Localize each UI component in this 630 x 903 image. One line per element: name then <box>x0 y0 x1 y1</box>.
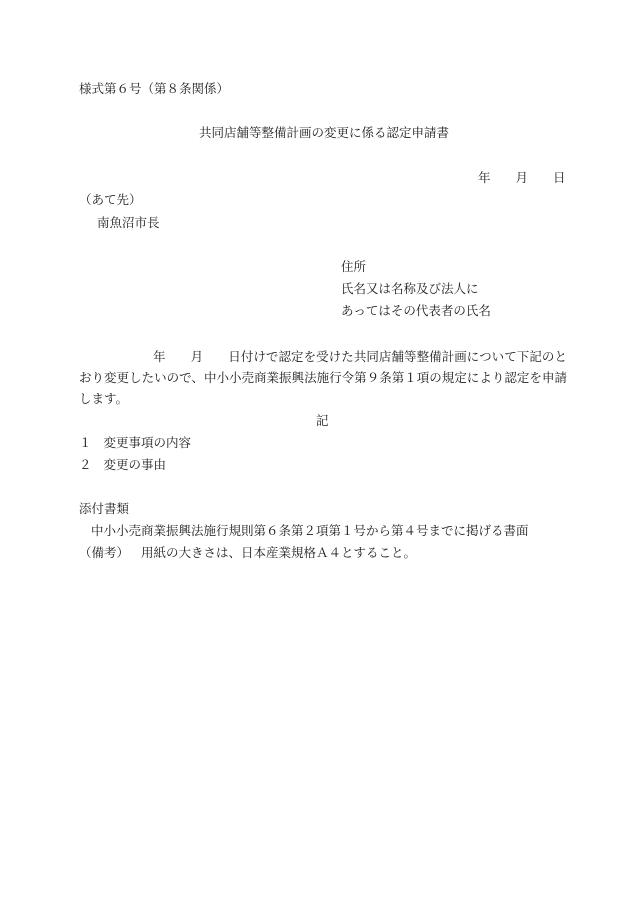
remarks-label: （備考） <box>79 545 130 560</box>
document-title: 共同店舗等整備計画の変更に係る認定申請書 <box>199 125 450 140</box>
attachments-heading: 添付書類 <box>79 501 130 516</box>
ki-heading: 記 <box>316 413 329 428</box>
body-rest: とおり変更したいので、中小小売商業振興法施行令第９条第１項の規定により認定を申請します。 <box>79 349 567 406</box>
date-row <box>478 170 566 186</box>
body-paragraph <box>79 346 567 409</box>
item-text: 変更の事由 <box>103 457 167 472</box>
body-year: 年 <box>153 349 166 364</box>
applicant-name-line2: あってはその代表者の氏名 <box>341 303 491 318</box>
date-year: 年 <box>478 170 491 185</box>
applicant-address: 住所 <box>341 259 367 274</box>
list-item <box>79 457 166 473</box>
attachments-text: 中小小売商業振興法施行規則第６条第２項第１号から第４号までに掲げる書面 <box>91 523 529 538</box>
item-number: ２ <box>79 457 92 472</box>
date-month: 月 <box>515 170 529 185</box>
body-month: 月 <box>190 349 204 364</box>
applicant-name-line1: 氏名又は名称及び法人に <box>341 281 479 296</box>
item-number: １ <box>79 435 92 450</box>
form-number: 様式第６号（第８条関係） <box>79 81 230 96</box>
addressee-label: （あて先） <box>79 192 142 207</box>
remarks <box>79 545 416 561</box>
body-day-text: 日付けで認定を受けた共同店舗等整備計画について下記の <box>228 349 555 364</box>
item-text: 変更事項の内容 <box>103 435 192 450</box>
addressee-name: 南魚沼市長 <box>97 215 160 230</box>
remarks-text: 用紙の大きさは、日本産業規格Ａ４とすること。 <box>141 545 417 560</box>
list-item <box>79 435 191 451</box>
date-day: 日 <box>553 170 566 185</box>
